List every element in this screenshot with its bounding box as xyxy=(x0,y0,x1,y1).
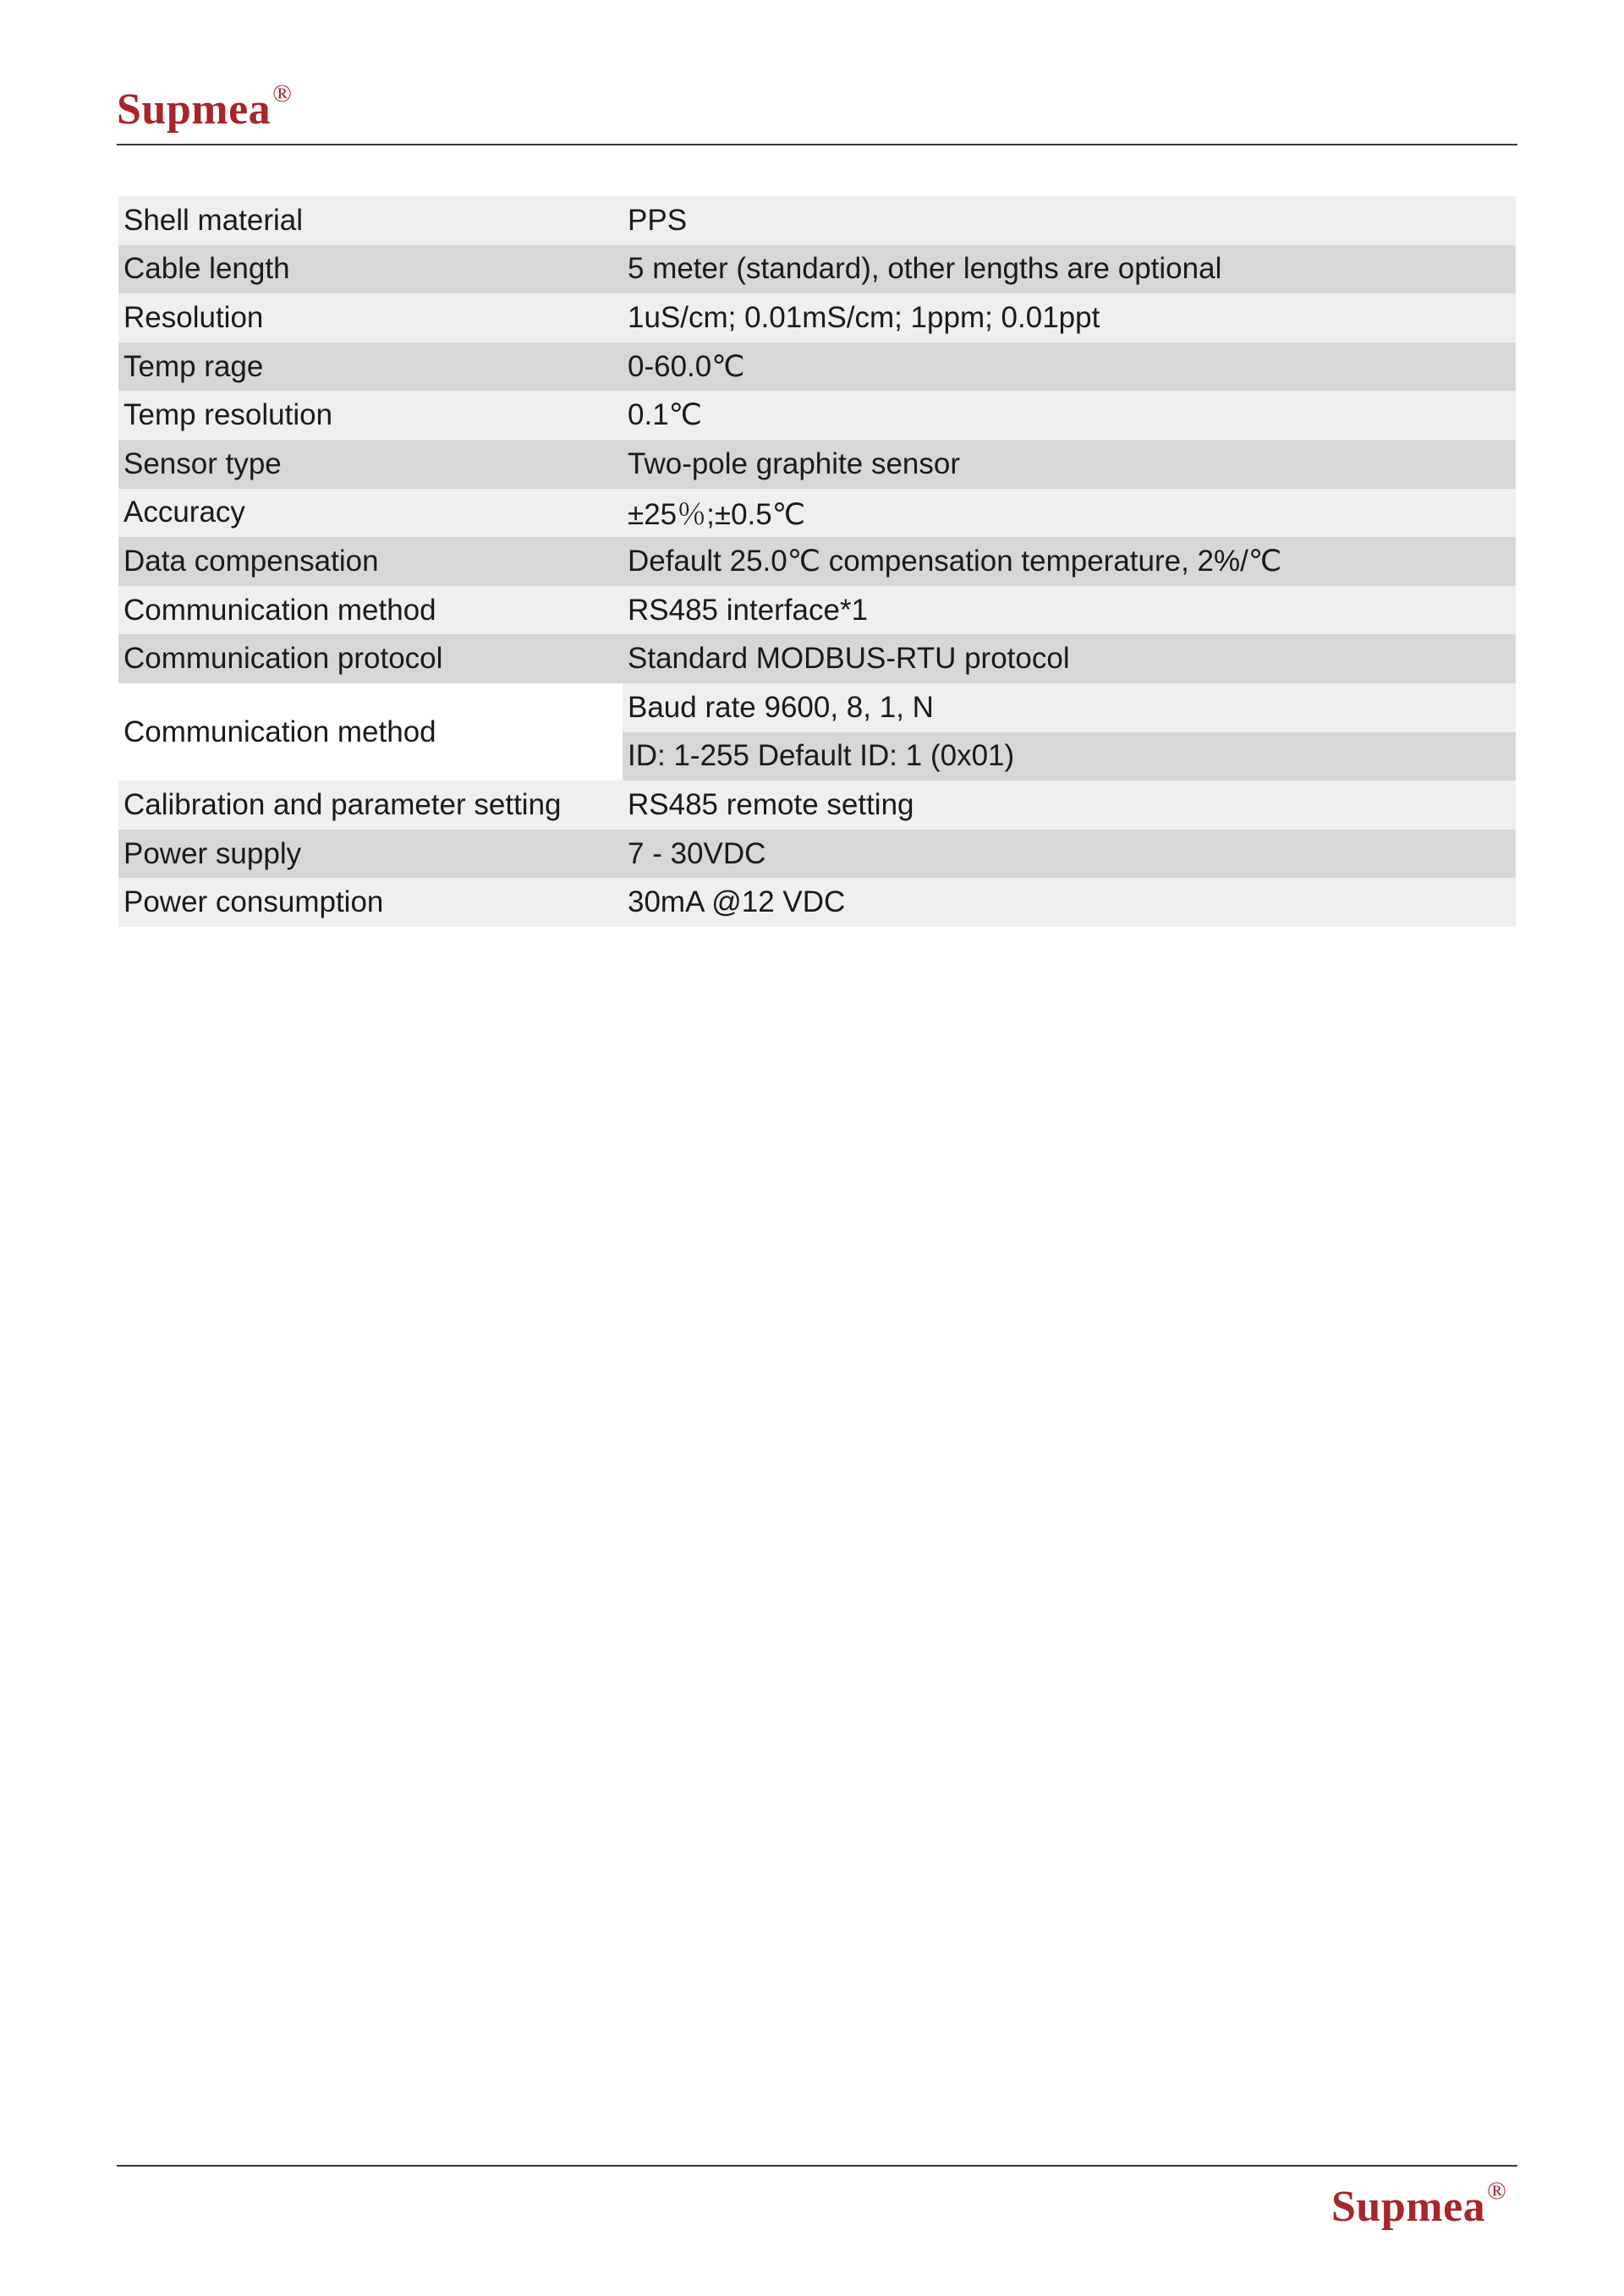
spec-value: ±25％;±0.5℃ xyxy=(623,489,1516,538)
spec-row xyxy=(118,391,1516,440)
spec-label: Power consumption xyxy=(118,878,623,927)
specifications-table xyxy=(118,196,1516,927)
spec-label: Temp rage xyxy=(118,342,623,392)
spec-row xyxy=(118,781,1516,830)
spec-value: Default 25.0℃ compensation temperature, 2%/℃ xyxy=(623,537,1516,586)
spec-label: Communication method xyxy=(118,586,623,635)
spec-row xyxy=(118,342,1516,392)
spec-row xyxy=(118,830,1516,879)
spec-label: Sensor type xyxy=(118,440,623,489)
footer-logo xyxy=(1331,2177,1507,2231)
header-registered-mark: ® xyxy=(272,79,293,107)
spec-label: Resolution xyxy=(118,293,623,342)
spec-label: Data compensation xyxy=(118,537,623,586)
spec-value: Standard MODBUS-RTU protocol xyxy=(623,634,1516,683)
spec-value: 7 - 30VDC xyxy=(623,830,1516,879)
spec-row xyxy=(118,196,1516,245)
spec-value: RS485 remote setting xyxy=(623,781,1516,830)
spec-value: 30mA @12 VDC xyxy=(623,878,1516,927)
spec-value: 5 meter (standard), other lengths are optional xyxy=(623,245,1516,294)
header-brand-name: Supmea xyxy=(117,85,272,134)
footer-registered-mark: ® xyxy=(1487,2177,1507,2205)
spec-value: 1uS/cm; 0.01mS/cm; 1ppm; 0.01ppt xyxy=(623,293,1516,342)
spec-label: Communication protocol xyxy=(118,634,623,683)
spec-label: Cable length xyxy=(118,245,623,294)
spec-label: Power supply xyxy=(118,830,623,879)
spec-row xyxy=(118,634,1516,683)
spec-label: Communication method xyxy=(118,683,623,781)
spec-row xyxy=(118,878,1516,927)
spec-label: Calibration and parameter setting xyxy=(118,781,623,830)
header-logo xyxy=(117,79,293,134)
spec-label: Temp resolution xyxy=(118,391,623,440)
spec-row xyxy=(118,245,1516,294)
spec-row xyxy=(118,489,1516,538)
header-divider xyxy=(117,144,1517,145)
spec-value: ID: 1-255 Default ID: 1 (0x01) xyxy=(623,732,1516,781)
spec-row xyxy=(118,586,1516,635)
footer-divider xyxy=(117,2165,1517,2167)
spec-row xyxy=(118,537,1516,586)
spec-label: Shell material xyxy=(118,196,623,245)
spec-value: Two-pole graphite sensor xyxy=(623,440,1516,489)
spec-value: PPS xyxy=(623,196,1516,245)
spec-row xyxy=(118,683,1516,732)
spec-row xyxy=(118,440,1516,489)
spec-value: Baud rate 9600, 8, 1, N xyxy=(623,683,1516,732)
spec-value: RS485 interface*1 xyxy=(623,586,1516,635)
spec-label: Accuracy xyxy=(118,489,623,538)
spec-row xyxy=(118,293,1516,342)
footer-brand-name: Supmea xyxy=(1331,2183,1486,2231)
spec-value: 0-60.0℃ xyxy=(623,342,1516,392)
spec-value: 0.1℃ xyxy=(623,391,1516,440)
